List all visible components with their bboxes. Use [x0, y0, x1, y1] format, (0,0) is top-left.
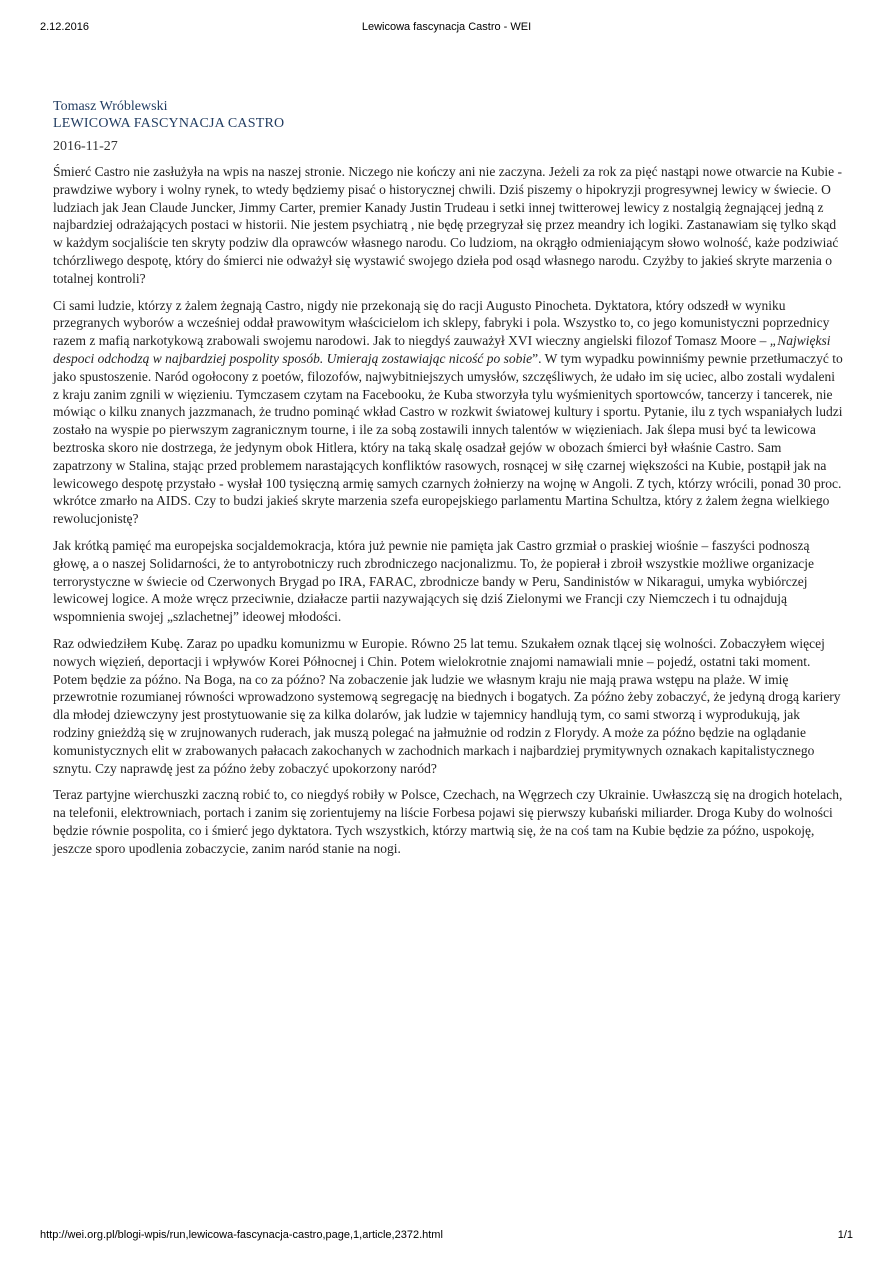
- print-footer: [0, 1229, 893, 1243]
- print-url[interactable]: http://wei.org.pl/blogi-wpis/run,lewicowa-fascynacja-castro,page,1,article,2372.html: [40, 1229, 443, 1241]
- print-page-number: 1/1: [837, 1229, 853, 1241]
- paragraph-2-rest: ”. W tym wypadku powinniśmy pewnie przetłumaczyć to jako spustoszenie. Naród ogołocony z poetów, filozofów, najwybitniejszych umysłów, szczęśliwych, że udało im się uciec, albo zostali wydaleni z kraju zanim zgnili w więzieniu. Tymczasem czytam na Facebooku, że Kuba stworzyła tylu wyśmienitych sportowców, tancerzy i tancerek, nie mówiąc o kilku znanych jazzmanach, że trudno pominąć wkład Castro w rozkwit światowej kultury i sportu. Pytanie, ilu z tych wspaniałych ludzi zostało na wyspie po pierwszym zagranicznym tourne, i ile za sobą zostawili innych talentów w więzieniach. Jak ślepa musi być ta lewicowa beztroska skoro nie dostrzega, że jedynym obok Hitlera, który na taką skalę osadzał gejów w obozach śmierci był właśnie Castro. Sam zapatrzony w Stalina, stając przed problemem narastających konfliktów rasowych, rosnącej w siłę czarnej większości na Kubie, postąpił jak na lewicowego despotę przystało - wysłał 100 tysięczną armię samych czarnych żołnierzy na wojnę w Angoli. Z tych, którzy wrócili, ponad 30 proc. wkrótce zmarło na AIDS. Czy to budzi jakieś skryte marzenia szefa europejskiego parlamentu Martina Schultza, który z żalem żegna wielkiego rewolucjonistę?: [53, 350, 843, 527]
- moore-quote: „Najwięksi despoci odchodzą w najbardziej pospolity sposób. Umierają zostawiając nicość po sobie: [53, 333, 831, 366]
- article-paragraph-3: Jak krótką pamięć ma europejska socjaldemokracja, która już pewnie nie pamięta jak Castro grzmiał o praskiej wiośnie – faszyści podnoszą głowę, a o naszej Solidarności, że to antyrobotniczy ruch zbrodniczego nacjonalizmu. To, że popierał i zbroił wszystkie możliwe organizacje terrorystyczne w świecie od Czerwonych Brygad po IRA, FARAC, zbrodnicze bandy w Peru, Sandinistów w Nikaragui, umyka wybiórczej lewicowej logice. A może wręcz przeciwnie, działacze partii nazywających się dziś Zielonymi we Francji czy Niemczech i tu odnajdują wspomnienia swojej „szlachetnej” ideowej młodości.: [53, 537, 815, 625]
- print-page-title: Lewicowa fascynacja Castro - WEI: [361, 21, 532, 33]
- article: [53, 98, 843, 866]
- article-paragraph-5: Teraz partyjne wierchuszki zaczną robić to, co niegdyś robiły w Polsce, Czechach, na Węgrzech czy Ukrainie. Uwłaszczą się na drogich hotelach, na telefonii, elektrowniach, portach i zanim się zorientujemy na liście Forbesa pojawi się pierwszy kubański miliarder. Droga Kuby do wolności będzie równie pospolita, co i śmierć jego dyktatora. Tych wszystkich, którzy martwią się, że na coś tam na Kubie będzie za późno, uspokoję, jeszcze sporo upodlenia zobaczycie, zanim naród stanie na nogi.: [53, 787, 843, 856]
- print-date: 2.12.2016: [40, 21, 89, 33]
- article-paragraph-2: [53, 297, 843, 528]
- article-paragraph-4: Raz odwiedziłem Kubę. Zaraz po upadku komunizmu w Europie. Równo 25 lat temu. Szukałem oznak tlącej się wolności. Zobaczyłem więcej nowych więzień, deportacji i wpływów Korei Północnej i Chin. Potem wielokrotnie znajomi namawiali mnie – pojedź, ostatni taki moment. Potem będzie za późno. Na Boga, na co za późno? Na zobaczenie jak ludzie we własnym kraju nie mają prawa wstępu na plaże. W imię przewrotnie rozumianej równości wprowadzono systemową segregację na biednych i bogatych. Za późno żeby zobaczyć, że jedyną drogą kariery dla młodej dziewczyny jest prostytuowanie się za kilka dolarów, jak ludzie w tajemnicy handlują tym, co sami stworzą i wyprodukują, jak rodziny gnieżdżą się w zrujnowanych ruderach, jak muszą polegać na jałmużnie od rodzin z Florydy. A może za późno będzie na oglądanie komunistycznych elit w zrabowanych pałacach zakochanych w zachodnich markach i najbardziej prymitywnych oznakach kapitalistycznego sznytu. Czy naprawdę jest za późno żeby zobaczyć upokorzony naród?: [53, 635, 841, 776]
- article-date: 2016-11-27: [53, 139, 118, 154]
- article-paragraph-1: Śmierć Castro nie zasłużyła na wpis na naszej stronie. Niczego nie kończy ani nie zaczyna. Jeżeli za rok za pięć nastąpi nowe otwarcie na Kubie - prawdziwe wybory i wolny rynek, to wtedy będziemy pisać o historycznej chwili. Dziś piszemy o hipokryzji progresywnej lewicy w świecie. O ludziach jak Jean Claude Juncker, Jimmy Carter, premier Kanady Justin Trudeau i setki innej twitterowej lewicy z nostalgią żegnającej jedną z najbardziej odrażających postaci w historii. Nie jestem psychiatrą , nie będę przegryzał się przez meandry ich logiki. Zastanawiam się tylko skąd w każdym socjaliście ten skryty podziw dla oprawców własnego narodu. Co ludziom, na okrągło odmieniającym słowo wolność, każe podziwiać tchórzliwego despotę, który do śmierci nie odważył się wystawić swojego dzieła pod osąd własnego narodu. Czyżby to jakieś skryte marzenia o totalnej kontroli?: [53, 164, 843, 286]
- article-title[interactable]: LEWICOWA FASCYNACJA CASTRO: [53, 116, 285, 131]
- article-author[interactable]: Tomasz Wróblewski: [53, 99, 168, 114]
- print-header: [0, 21, 893, 35]
- paragraph-2-intro: Ci sami ludzie, którzy z żalem żegnają Castro, nigdy nie przekonają się do racji Augusto Pinocheta. Dyktatora, który odszedł w wyniku przegranych wyborów a wcześniej oddał prawowitym właścicielom ich sklepy, fabryki i pola. Wszystko to, co jego komunistyczni poprzednicy razem z mafią narkotykową zrabowali swojemu narodowi. Jak to niegdyś zauważył XVI wieczny angielski filozof Tomasz Moore –: [53, 297, 830, 349]
